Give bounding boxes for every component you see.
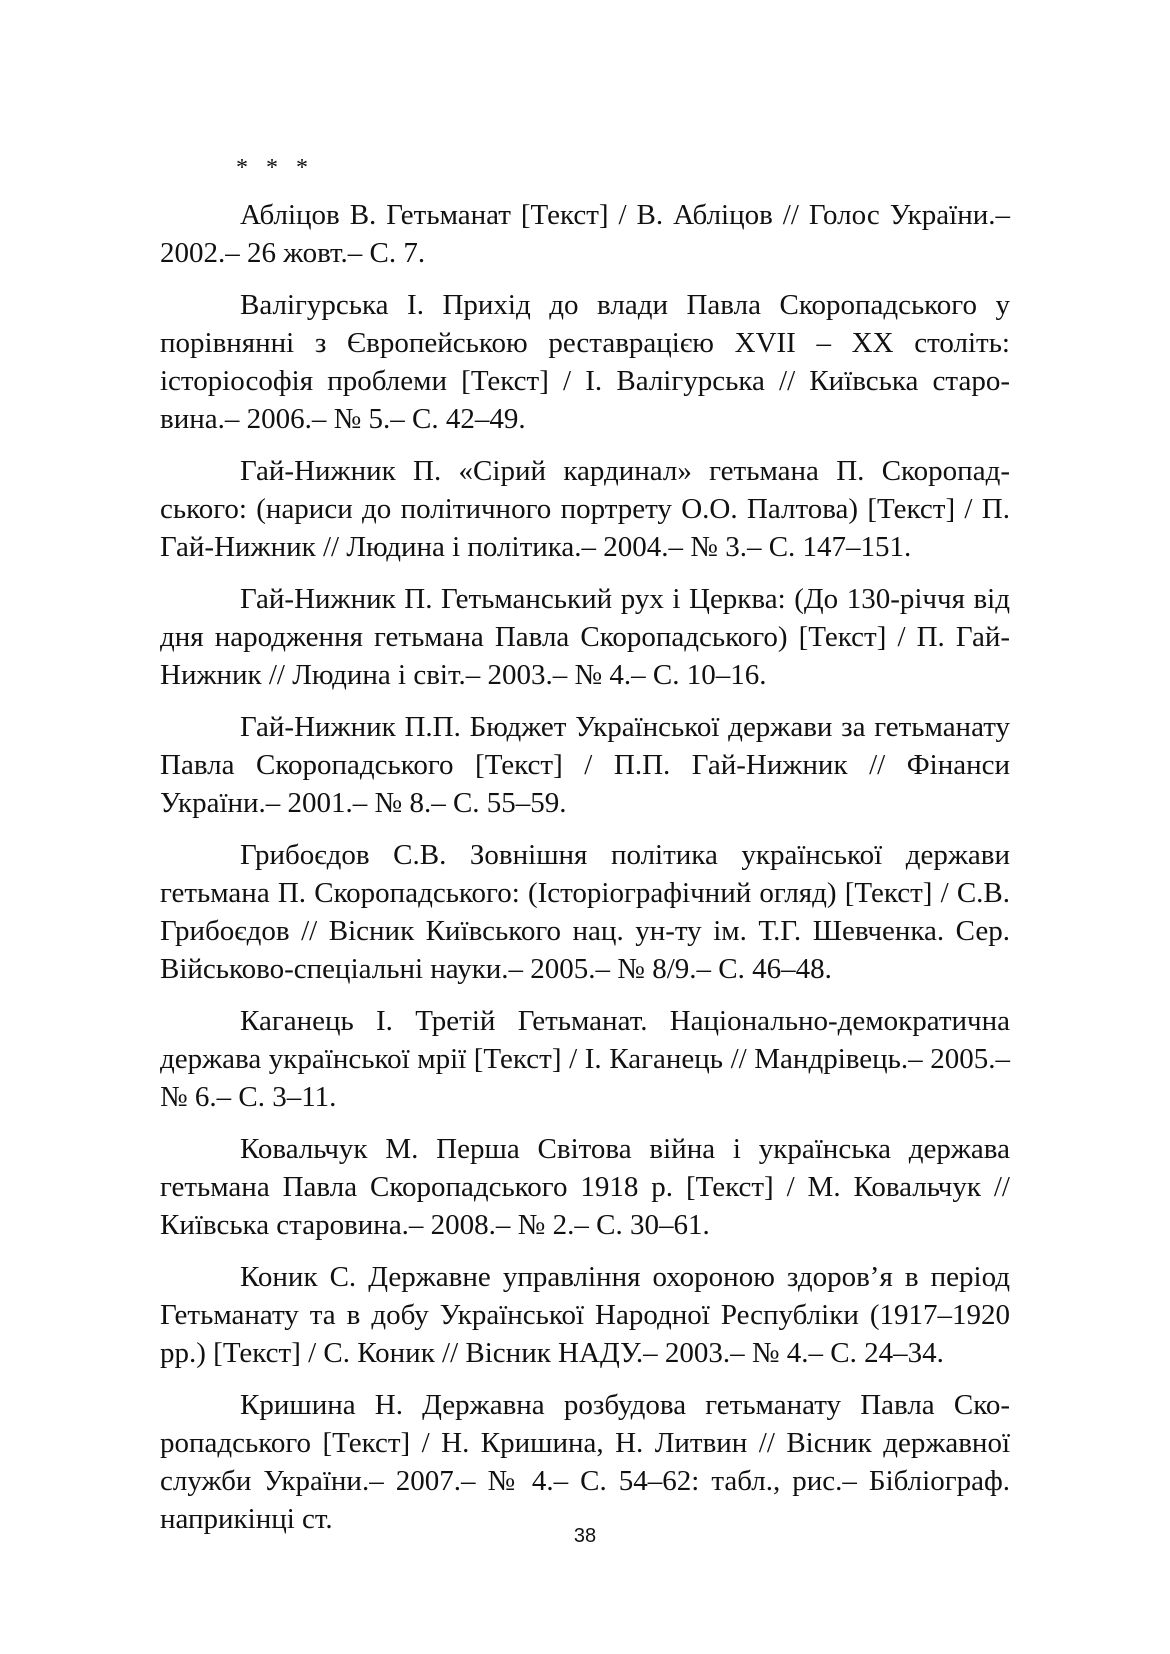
section-separator: * * *	[236, 155, 314, 181]
bibliography-entry: Каганець І. Третій Гетьманат. Національно-демократична держава української мрії [Текст] / І. Каганець // Мандрівець.– 2005.– № 6.– С. 3–11.	[160, 1005, 1010, 1113]
bibliography-entry: Кришина Н. Державна розбудова гетьманату Павла Скоропадського [Текст] / Н. Кришина, Н. Литвин // Вісник державної служби України.– 2007.– № 4.– С. 54–62: табл., рис.– Бібліограф. наприкінці ст.	[160, 1389, 1010, 1535]
bibliography-entry: Коник С. Державне управління охороною здоров’я в період Гетьманату та в добу Української Народної Республіки (1917–1920 рр.) [Текст] / С. Коник // Вісник НАДУ.– 2003.– № 4.– С. 24–34.	[160, 1261, 1010, 1369]
bibliography-entry: Валігурська І. Прихід до влади Павла Скоропадського у порівнянні з Європейською реставрацією XVII – XX століть: історіософія проблеми [Текст] / І. Валігурська // Київська старовина.– 2006.– № 5.– С. 42–49.	[160, 289, 1010, 435]
bibliography-list	[160, 196, 1010, 1552]
bibliography-entry: Гай-Нижник П. «Сірий кардинал» гетьмана П. Скоропадського: (нариси до політичного портрету О.О. Палтова) [Текст] / П. Гай-Нижник // Людина і політика.– 2004.– № 3.– С. 147–151.	[160, 455, 1010, 563]
bibliography-entry: Гай-Нижник П.П. Бюджет Української держави за гетьманату Павла Скоропадського [Текст] / П.П. Гай-Нижник // Фінанси України.– 2001.– № 8.– С. 55–59.	[160, 711, 1010, 819]
page-number: 38	[573, 1525, 597, 1547]
bibliography-entry: Ковальчук М. Перша Світова війна і українська держава гетьмана Павла Скоропадського 1918 р. [Текст] / М. Ковальчук // Київська старовина.– 2008.– № 2.– С. 30–61.	[160, 1133, 1010, 1241]
bibliography-entry: Гай-Нижник П. Гетьманський рух і Церква: (До 130-річчя від дня народження гетьмана Павла Скоропадського) [Текст] / П. Гай-Нижник // Людина і світ.– 2003.– № 4.– С. 10–16.	[160, 583, 1010, 691]
bibliography-entry: Абліцов В. Гетьманат [Текст] / В. Абліцов // Голос України.– 2002.– 26 жовт.– С. 7.	[160, 199, 1010, 269]
bibliography-entry: Грибоєдов С.В. Зовнішня політика української держави гетьмана П. Скоропадського: (Історіографічний огляд) [Текст] / С.В. Грибоєдов // Вісник Київського нац. ун-ту ім. Т.Г. Шевченка. Сер. Військово-спеціальні науки.– 2005.– № 8/9.– С. 46–48.	[160, 839, 1010, 985]
